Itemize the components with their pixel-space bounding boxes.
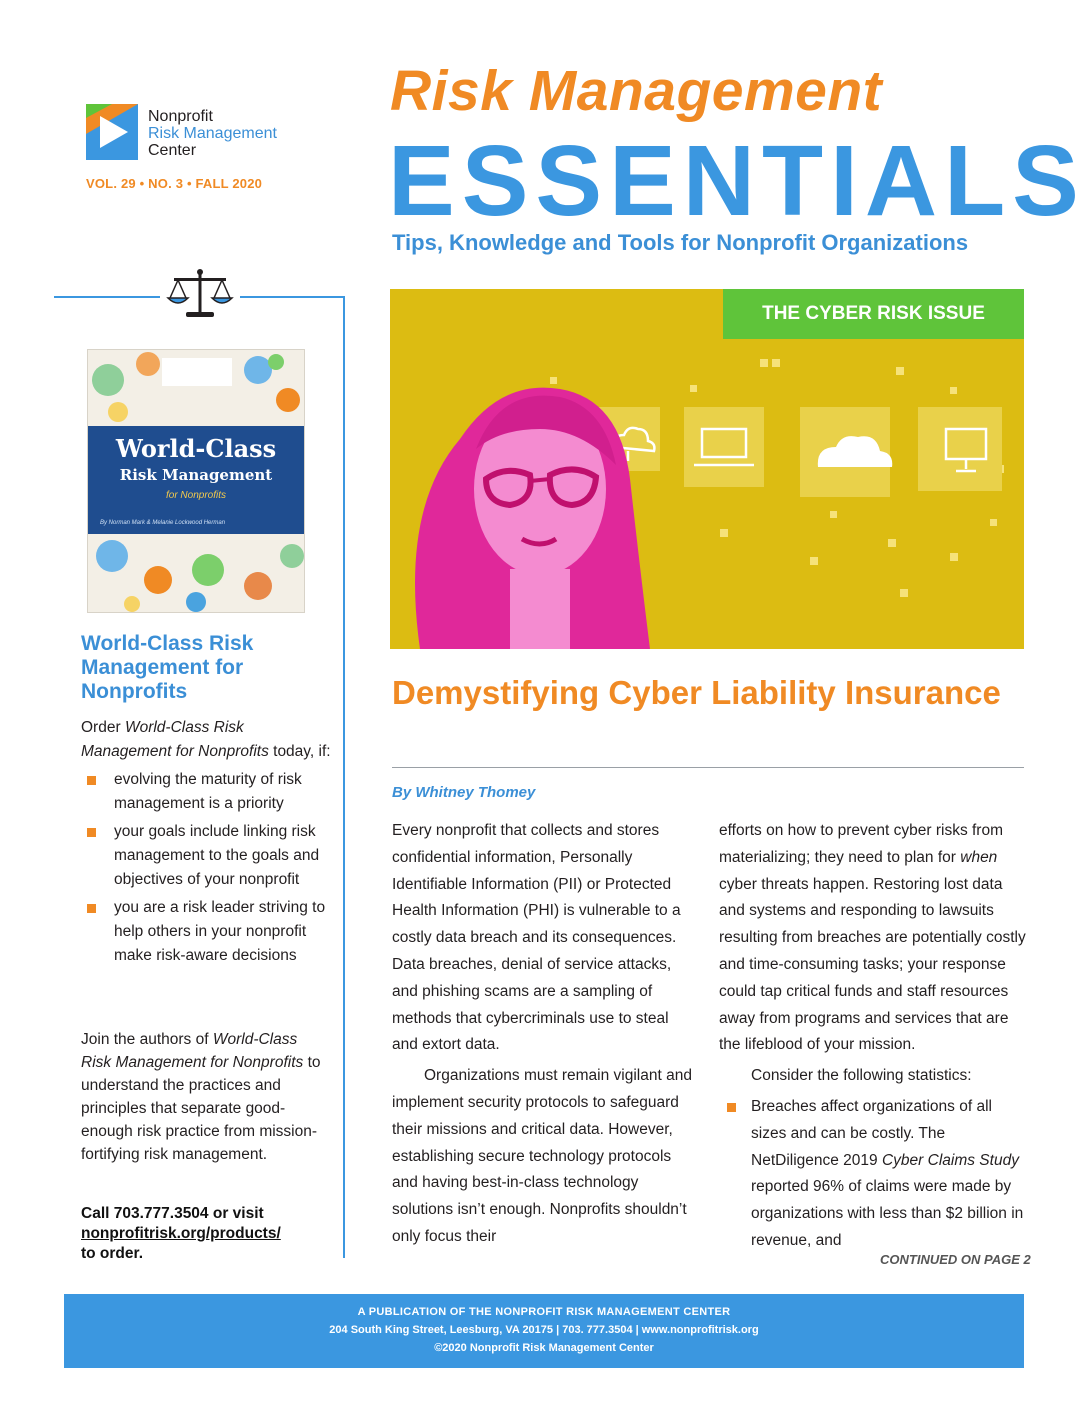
sidebar-join-text: [81, 1028, 321, 1166]
list-item: [81, 820, 331, 892]
paragraph-3-emphasis: when: [960, 848, 998, 866]
sidebar-bullet-list: [81, 768, 331, 972]
article-divider: [392, 767, 1024, 768]
publication-footer: [64, 1294, 1024, 1368]
article-paragraph-1: Every nonprofit that collects and stores confidential information, Personally Identifiable Information (PII) or Protected Health Information (PHI) is vulnerable to a costly data breach and its consequences. Data breaches, denial of service attacks, and phishing scams are a sampling of methods that cybercriminals use to steal and extort data.: [392, 822, 681, 1054]
sidebar-intro: [81, 716, 331, 764]
book-publisher-logo: [162, 358, 232, 386]
list-item-text: your goals include linking risk management to the goals and objectives of your nonprofit: [114, 823, 320, 888]
logo-line-2: Risk Management: [148, 125, 277, 142]
join-book-title: World-Class Risk Management for Nonprofits: [81, 1031, 304, 1071]
bullet-icon: [87, 904, 96, 913]
issue-volume: VOL. 29 • NO. 3 • FALL 2020: [86, 176, 263, 191]
article-byline: By Whitney Thomey: [392, 784, 536, 801]
issue-badge: THE CYBER RISK ISSUE: [723, 289, 1024, 339]
sidebar-right-rule: [343, 296, 345, 1258]
sidebar-call-to-action: [81, 1204, 331, 1264]
masthead-top: Risk Management: [390, 59, 883, 123]
logo-line-3: Center: [148, 142, 197, 159]
book-title-line-1: World-Class: [115, 434, 277, 463]
logo-line-1: Nonprofit: [148, 108, 213, 125]
continued-notice: CONTINUED ON PAGE 2: [880, 1252, 1031, 1267]
book-title-line-3: for Nonprofits: [165, 490, 227, 501]
scales-of-justice-icon: [160, 262, 240, 324]
statistic-tail: reported 96% of claims were made by organizations with less than $2 billion in revenue, and: [751, 1178, 1024, 1249]
cta-tail-text: to order.: [81, 1245, 144, 1262]
bullet-icon: [87, 776, 96, 785]
footer-copyright: ©2020 Nonprofit Risk Management Center: [434, 1342, 654, 1354]
play-logo-icon: [86, 104, 138, 160]
sidebar-intro-book-title: World-Class Risk Management for Nonprofits: [81, 719, 269, 760]
footer-contact: 204 South King Street, Leesburg, VA 20175 | 703. 777.3504 | www.nonprofitrisk.org: [329, 1324, 759, 1336]
join-text: Join the authors of: [81, 1031, 213, 1048]
article-headline: Demystifying Cyber Liability Insurance: [392, 674, 1001, 711]
statistic-study-title: Cyber Claims Study: [881, 1151, 1019, 1169]
article-paragraph-3: [719, 818, 1029, 1059]
list-item-text: evolving the maturity of risk management is a priority: [114, 771, 302, 812]
join-tail: to understand the practices and principles that separate good-enough risk practice from mission-fortifying risk management.: [81, 1054, 321, 1163]
list-item: [81, 768, 331, 816]
article-column-2: [719, 818, 1029, 1255]
list-item-text: you are a risk leader striving to help others in your nonprofit make risk-aware decisions: [114, 899, 326, 964]
list-item: [81, 896, 331, 968]
bullet-icon: [727, 1103, 736, 1112]
masthead-subtitle: Tips, Knowledge and Tools for Nonprofit Organizations: [392, 230, 969, 255]
sidebar-intro-tail: today, if:: [268, 743, 331, 760]
book-cover-image: [88, 350, 304, 612]
sidebar-intro-text: Order: [81, 719, 125, 736]
footer-publisher: A PUBLICATION OF THE NONPROFIT RISK MANAGEMENT CENTER: [357, 1306, 731, 1318]
statistic-list-item: [719, 1094, 1029, 1255]
cta-phone-text: Call 703.777.3504 or visit: [81, 1205, 264, 1222]
article-column-1: [392, 818, 697, 1251]
book-authors: By Norman Mark & Melanie Lockwood Herman: [100, 520, 226, 526]
scale-icon-wrapper: [160, 262, 240, 324]
paragraph-3-tail: cyber threats happen. Restoring lost data and systems and responding to lawsuits resulting from breaches are potentially costly and time-consuming tasks; your response could tap critical funds and staff resources away from programs and services that are the lifeblood of your mission.: [719, 875, 1026, 1054]
cyber-woman-illustration: [390, 289, 1024, 649]
paragraph-3-text: efforts on how to prevent cyber risks from materializing; they need to plan for: [719, 822, 1003, 866]
book-title-line-2: Risk Management: [119, 466, 273, 484]
products-link[interactable]: nonprofitrisk.org/products/: [81, 1225, 281, 1242]
article-paragraph-2: Organizations must remain vigilant and implement security protocols to safeguard their missions and critical data. However, establishing secure technology protocols and having best-in-class technology solutions isn’t enough. Nonprofits shouldn’t only focus their: [392, 1067, 692, 1245]
masthead-title: ESSENTIALS: [388, 125, 1086, 237]
statistic-text: Breaches affect organizations of all sizes and can be costly. The NetDiligence 2019: [751, 1097, 992, 1169]
bullet-icon: [87, 828, 96, 837]
organization-logo: [86, 104, 346, 164]
sidebar-title: World-Class Risk Management for Nonprofits: [81, 632, 254, 703]
hero-illustration: [390, 289, 1024, 649]
article-paragraph-4: Consider the following statistics:: [751, 1067, 972, 1085]
